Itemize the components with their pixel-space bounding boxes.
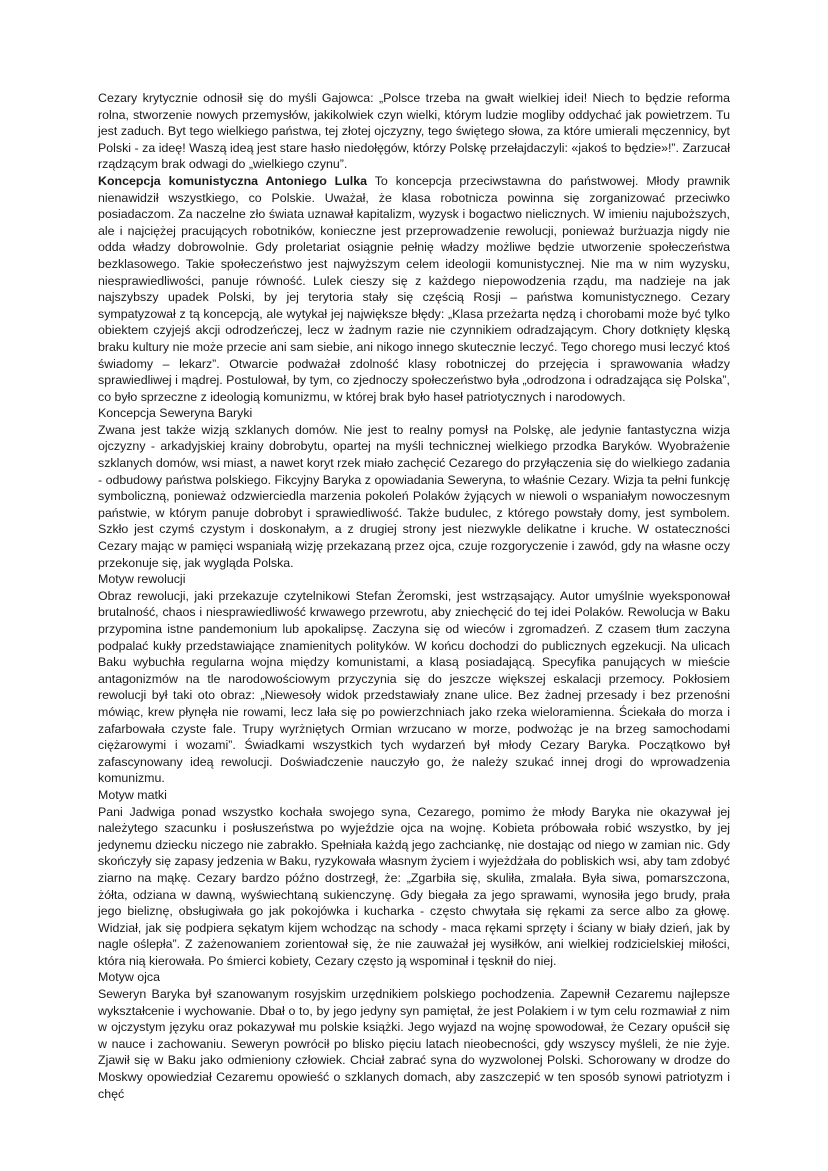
paragraph-lulek — [98, 173, 730, 405]
ojca-heading: Motyw ojca — [98, 970, 160, 985]
paragraph-gajowiec: Cezary krytycznie odnosił się do myśli Gajowca: „Polsce trzeba na gwałt wielkiej idei! Niech to będzie reforma rolna, stworzenie nowych przemysłów, jakikolwiek czyn wielki, którym ludzie mogliby oddychać jak powietrzem. Tu jest zaduch. Byt tego wielkiego państwa, tej złotej ojczyzny, tego świętego słowa, za które umierali męczennicy, byt Polski - za ideę! Waszą ideą jest stare hasło niedołęgów, którzy Polskę przełajdaczyli: «jakoś to będzie»!”. Zarzucał rządzącym brak odwagi do „wielkiego czynu”. — [98, 91, 730, 172]
matka-heading: Motyw matki — [98, 787, 167, 802]
lulek-heading: Koncepcja komunistyczna Antoniego Lulka — [98, 173, 368, 188]
rewolucja-heading: Motyw rewolucji — [98, 572, 186, 587]
paragraph-ojca: Seweryn Baryka był szanowanym rosyjskim urzędnikiem polskiego pochodzenia. Zapewnił Cezaremu najlepsze wykształcenie i wychowanie. Dbał o to, by jego jedyny syn pamiętał, że jest Polakiem i w tym celu rozmawiał z nim w ojczystym języku oraz pokazywał mu polskie książki. Jego wyjazd na wojnę spowodował, że Cezary opuścił się w nauce i zachowaniu. Seweryn powrócił po blisko pięciu latach nieobecności, gdy wszyscy myśleli, że nie żyje. Zjawił się w Baku jako odmieniony człowiek. Chciał zabrać syna do wyzwolonej Polski. Schorowany w drodze do Moskwy opowiedział Cezaremu opowieść o szklanych domach, aby zaszczepić w ten sposób synowi patriotyzm i chęć — [98, 987, 730, 1101]
baryka-heading: Koncepcja Seweryna Baryki — [98, 406, 253, 421]
paragraph-matka: Pani Jadwiga ponad wszystko kochała swojego syna, Cezarego, pomimo że młody Baryka nie okazywał jej należytego szacunku i posłuszeństwa po wyjeździe ojca na wojnę. Kobieta próbowała robić wszystko, by jej jedynemu dziecku niczego nie zabrakło. Spełniała każdą jego zachciankę, nie dostając od niego w zamian nic. Gdy skończyły się zapasy jedzenia w Baku, ryzykowała własnym życiem i wyjeżdżała do pobliskich wsi, aby tam zdobyć ziarno na mąkę. Cezary bardzo późno dostrzegł, że: „Zgarbiła się, skuliła, zmalała. Była siwa, pomarszczona, żółta, odziana w dawną, wyświechtaną sukienczynę. Gdy biegała za jego sprawami, wynosiła jego brudy, prała jego bieliznę, obsługiwała go jak pokojówka i kucharka - często chwytała się rękami za serce albo za głowę. Widział, jak się podpiera sękatym kijem wchodząc na schody - maca rękami sprzęty i ściany w biały dzień, jak by nagle oślepła”. Z zażenowaniem zorientował się, że nie zauważał jej wysiłków, ani wielkiej rodzicielskiej miłości, która nią kierowała. Po śmierci kobiety, Cezary często ją wspominał i tęsknił do niej. — [98, 804, 730, 968]
lulek-text: To koncepcja przeciwstawna do państwowej. Młody prawnik nienawidził wszystkiego, co Polskie. Uważał, że klasa robotnicza powinna się zorganizować przeciwko posiadaczom. Za naczelne zło świata uznawał kapitalizm, wyzysk i bogactwo nielicznych. W imieniu najuboższych, ale i najciężej pracujących robotników, konieczne jest przeprowadzenie rewolucji, ponieważ burżuazja nigdy nie odda władzy dobrowolnie. Gdy proletariat osiągnie pełnię władzy możliwe będzie utworzenie społeczeństwa bezklasowego. Takie społeczeństwo jest najwyższym celem ideologii komunistycznej. Nie ma w nim wyzysku, niesprawiedliwości, panuje równość. Lulek cieszy się z każdego niepowodzenia rządu, ma nadzieje na jak najszybszy upadek Polski, by jej terytoria stały się częścią Rosji – państwa komunistycznego. Cezary sympatyzował z tą koncepcją, ale wytykał jej największe błędy: „Klasa przeżarta nędzą i chorobami może być tylko obiektem czyjejś akcji odrodzeńczej, lecz w żadnym razie nie czynnikiem odradzającym. Chory dotknięty klęską braku kultury nie może przecie ani sam siebie, ani nikogo innego skutecznie leczyć. Tego chorego musi leczyć ktoś świadomy – lekarz”. Otwarcie podważał zdolność klasy robotniczej do przejęcia i sprawowania władzy sprawiedliwej i mądrej. Postulował, by tym, co zjednoczy społeczeństwo była „odrodzona i odradzająca się Polska”, co było sprzeczne z ideologią komunizmu, w której brak było haseł patriotycznych i narodowych. — [98, 173, 731, 404]
paragraph-rewolucja: Obraz rewolucji, jaki przekazuje czytelnikowi Stefan Żeromski, jest wstrząsający. Autor umyślnie wyeksponował brutalność, chaos i niesprawiedliwość krwawego przewrotu, aby zniechęcić do tej idei Polaków. Rewolucja w Baku przypomina istne pandemonium lub apokalipsę. Zaczyna się od wieców i zgromadzeń. Z czasem tłum zaczyna podpalać kukły przedstawiające znamienitych polityków. W końcu dochodzi do publicznych egzekucji. Na ulicach Baku wybuchła regularna wojna między komunistami, a klasą posiadającą. Specyfika panujących w mieście antagonizmów na tle narodowościowym przyczynia się do jeszcze większej eskalacji przemocy. Pokłosiem rewolucji był taki oto obraz: „Niewesoły widok przedstawiały znane ulice. Bez żadnej przesady i bez przenośni mówiąc, krew płynęła nie rowami, lecz lała się po powierzchniach jako rzeka wieloramienna. Ściekała do morza i zafarbowała czyste fale. Trupy wyrżniętych Ormian wrzucano w morze, podwożąc je na brzeg samochodami ciężarowymi i wozami”. Świadkami wszystkich tych wydarzeń był młody Cezary Baryka. Początkowo był zafascynowany ideą rewolucji. Doświadczenie nauczyło go, że należy szukać innej drogi do wprowadzenia komunizmu. — [98, 588, 730, 786]
document-page — [98, 90, 730, 1102]
paragraph-baryka: Zwana jest także wizją szklanych domów. Nie jest to realny pomysł na Polskę, ale jedynie fantastyczna wizja ojczyzny - arkadyjskiej krainy dobrobytu, opartej na myśli technicznej wielkiego przodka Baryków. Wyobrażenie szklanych domów, wsi miast, a nawet koryt rzek miało zachęcić Cezarego do przyłączenia się do wielkiego zadania - odbudowy państwa polskiego. Fikcyjny Baryka z opowiadania Seweryna, to właśnie Cezary. Wizja ta pełni funkcję symboliczną, ponieważ odzwierciedla marzenia pokoleń Polaków żyjących w niewoli o wspaniałym nowoczesnym państwie, w którym panuje dobrobyt i sprawiedliwość. Także budulec, z którego powstały domy, jest symbolem. Szkło jest czymś czystym i doskonałym, a z drugiej strony jest niezwykle delikatne i kruche. W ostateczności Cezary mając w pamięci wspaniałą wizję przekazaną przez ojca, czuje rozgoryczenie i zawód, gdy na własne oczy przekonuje się, jak wygląda Polska. — [98, 422, 730, 570]
